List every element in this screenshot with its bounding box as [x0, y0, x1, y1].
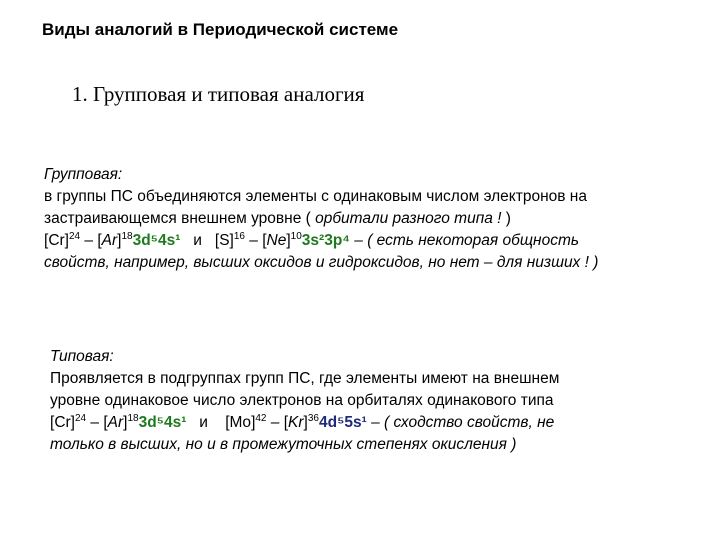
- dash: –: [80, 232, 98, 249]
- group-formula-line: $[Cr]^{24} - [Ar]^{18}3d^54s^1$ и $[S]^{16} - [Ne]^{10}3s^23p^4$ – ( есть некоторая общность: [44, 230, 580, 249]
- type-line-2: уровне одинаковое число электронов на орбиталях одинакового типа: [50, 392, 554, 409]
- s-config: 3s²3p⁴: [301, 232, 350, 249]
- and-word-2: и: [199, 414, 208, 431]
- mo-symbol: Mo: [229, 414, 252, 431]
- slide-title: Виды аналогий в Периодической системе: [42, 20, 399, 39]
- type-formula-line: $[Cr]^{24} - [Ar]^{18}3d^54s^1$ и $[Mo]^{42} - [Kr]^{36}4d^55s^1$ – ( сходство свойств, не: [50, 412, 555, 431]
- cr-atomic-number-2: 24: [74, 412, 87, 424]
- dash-2: –: [244, 232, 263, 249]
- group-line-2-c: ): [501, 210, 511, 227]
- ne-core-sup: 10: [290, 230, 302, 242]
- kr-core: Kr: [288, 414, 304, 431]
- type-analogy-block: [50, 346, 559, 456]
- group-line-2-b: орбитали разного типа !: [315, 210, 502, 227]
- section-subtitle: 1. Групповая и типовая аналогия: [72, 82, 365, 106]
- ar-core: Ar: [101, 232, 118, 249]
- group-line-2-a: застраивающемся внешнем уровне (: [44, 210, 316, 227]
- group-heading: Групповая:: [44, 166, 123, 183]
- mo-atomic-number: 42: [255, 412, 267, 424]
- ne-core: Ne: [266, 232, 287, 249]
- cr-config-2: 3d⁵4s¹: [138, 414, 187, 431]
- and-word: и: [193, 232, 202, 249]
- ar-core-sup-2: 18: [127, 412, 139, 424]
- kr-core-sup: 36: [307, 412, 319, 424]
- cr-symbol-2: Cr: [54, 414, 71, 431]
- cr-atomic-number: 24: [68, 230, 81, 242]
- type-line-4: только в высших, но и в промежуточных степенях окисления ): [50, 436, 517, 453]
- ar-core-2: Ar: [107, 414, 124, 431]
- type-line-3-tail: – ( сходство свойств, не: [366, 414, 555, 431]
- group-line-3-tail: – ( есть некоторая общность: [349, 232, 580, 249]
- group-analogy-block: [44, 164, 598, 274]
- s-symbol: S: [219, 232, 230, 249]
- group-line-1: в группы ПС объединяются элементы с одинаковым числом электронов на: [44, 188, 587, 205]
- mo-config: 4d⁵5s¹: [318, 414, 367, 431]
- group-line-4: свойств, например, высших оксидов и гидроксидов, но нет – для низших ! ): [44, 254, 599, 271]
- group-line-2: [44, 208, 598, 230]
- cr-symbol: Cr: [48, 232, 65, 249]
- s-atomic-number: 16: [233, 230, 245, 242]
- cr-config: 3d⁵4s¹: [132, 232, 181, 249]
- type-line-1: Проявляется в подгруппах групп ПС, где элементы имеют на внешнем: [50, 370, 560, 387]
- ar-core-sup: 18: [121, 230, 133, 242]
- type-heading: Типовая:: [50, 348, 114, 365]
